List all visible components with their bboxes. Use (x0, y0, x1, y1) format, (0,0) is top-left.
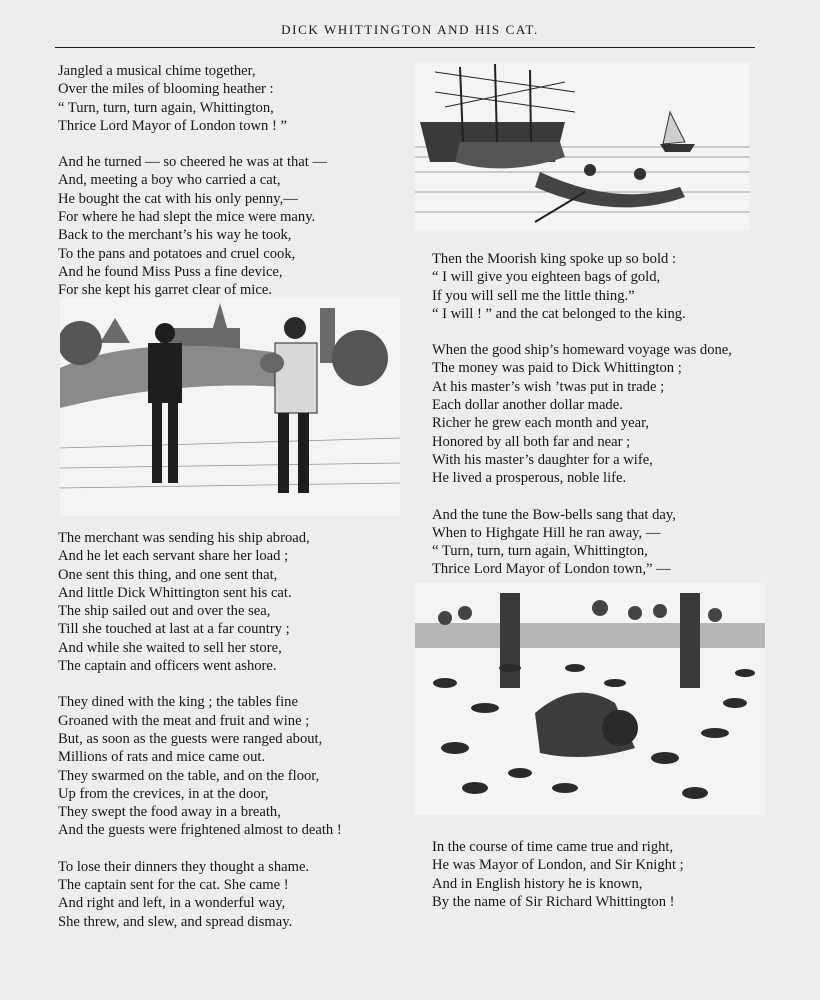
verse-line: “ Turn, turn, turn again, Whittington, (58, 99, 274, 116)
verse-line: She threw, and slew, and spread dismay. (58, 913, 293, 930)
verse-line: And he let each servant share her load ; (58, 548, 289, 565)
verse-line: Each dollar another dollar made. (432, 397, 623, 414)
verse-line: If you will sell me the little thing.” (432, 287, 635, 304)
stanza (58, 858, 342, 931)
stanza (432, 838, 684, 911)
boys-with-cat-illustration (60, 298, 400, 516)
verse-line: And right and left, in a wonderful way, (58, 895, 286, 912)
verse-line: They swept the food away in a breath, (58, 804, 281, 821)
ships-illustration (415, 62, 750, 230)
verse-line: In the course of time came true and right, (432, 839, 674, 855)
verse-line: For she kept his garret clear of mice. (58, 282, 272, 299)
verse-line: Back to the merchant’s his way he took, (58, 227, 292, 244)
verse-line: And the tune the Bow-bells sang that day, (432, 506, 676, 523)
verse-line: To the pans and potatoes and cruel cook, (58, 245, 296, 262)
verse-line: Jangled a musical chime together, (58, 63, 256, 79)
verse-line: Then the Moorish king spoke up so bold : (432, 251, 677, 267)
cat-and-rats-illustration (415, 583, 765, 815)
verse-line: The money was paid to Dick Whittington ; (432, 360, 682, 377)
verse-line: “ I will give you eighteen bags of gold, (432, 269, 661, 286)
verse-line: Millions of rats and mice came out. (58, 749, 266, 766)
verse-line: And little Dick Whittington sent his cat. (58, 584, 292, 601)
verse-line: And the guests were frightened almost to death ! (58, 822, 342, 839)
stanza (58, 529, 342, 675)
verse-line: By the name of Sir Richard Whittington ! (432, 893, 675, 910)
verse-line: At his master’s wish ’twas put in trade ; (432, 378, 665, 395)
stanza (432, 250, 732, 323)
verse-line: And he found Miss Puss a fine device, (58, 263, 283, 280)
verse-line: He lived a prosperous, noble life. (432, 470, 627, 487)
stanza (58, 153, 327, 299)
left-column-top-text (58, 62, 327, 318)
left-column-bottom-text (58, 529, 342, 949)
verse-line: Thrice Lord Mayor of London town,” — (432, 561, 671, 578)
right-column-bottom-text (432, 838, 684, 929)
right-column-top-text (432, 250, 732, 597)
verse-line: He was Mayor of London, and Sir Knight ; (432, 857, 684, 874)
verse-line: The merchant was sending his ship abroad, (58, 530, 310, 546)
verse-line: Up from the crevices, in at the door, (58, 785, 269, 802)
verse-line: One sent this thing, and one sent that, (58, 566, 278, 583)
verse-line: The captain sent for the cat. She came ! (58, 877, 289, 894)
verse-line: But, as soon as the guests were ranged about, (58, 730, 323, 747)
verse-line: When the good ship’s homeward voyage was done, (432, 342, 732, 359)
stanza (432, 506, 732, 579)
verse-line: “ Turn, turn, turn again, Whittington, (432, 543, 648, 560)
verse-line: And while she waited to sell her store, (58, 639, 282, 656)
verse-line: Groaned with the meat and fruit and wine ; (58, 712, 310, 729)
verse-line: They dined with the king ; the tables fine (58, 694, 298, 711)
stanza (58, 62, 327, 135)
verse-line: When to Highgate Hill he ran away, — (432, 524, 661, 541)
verse-line: Over the miles of blooming heather : (58, 81, 274, 98)
header-rule (55, 47, 755, 48)
verse-line: The captain and officers went ashore. (58, 658, 277, 675)
verse-line: Till she touched at last at a far country ; (58, 621, 290, 638)
verse-line: “ I will ! ” and the cat belonged to the king. (432, 305, 686, 322)
verse-line: The ship sailed out and over the sea, (58, 603, 271, 620)
stanza (58, 693, 342, 839)
verse-line: Honored by all both far and near ; (432, 433, 631, 450)
running-title: DICK WHITTINGTON AND HIS CAT. (281, 22, 539, 37)
verse-line: And in English history he is known, (432, 875, 643, 892)
verse-line: With his master’s daughter for a wife, (432, 451, 653, 468)
verse-line: And, meeting a boy who carried a cat, (58, 172, 281, 189)
verse-line: To lose their dinners they thought a shame. (58, 858, 310, 875)
verse-line: They swarmed on the table, and on the floor, (58, 767, 320, 784)
verse-line: And he turned — so cheered he was at that — (58, 154, 328, 171)
stanza (432, 341, 732, 487)
verse-line: For where he had slept the mice were many. (58, 209, 316, 226)
verse-line: He bought the cat with his only penny,— (58, 190, 298, 207)
verse-line: Thrice Lord Mayor of London town ! ” (58, 117, 287, 134)
verse-line: Richer he grew each month and year, (432, 415, 650, 432)
